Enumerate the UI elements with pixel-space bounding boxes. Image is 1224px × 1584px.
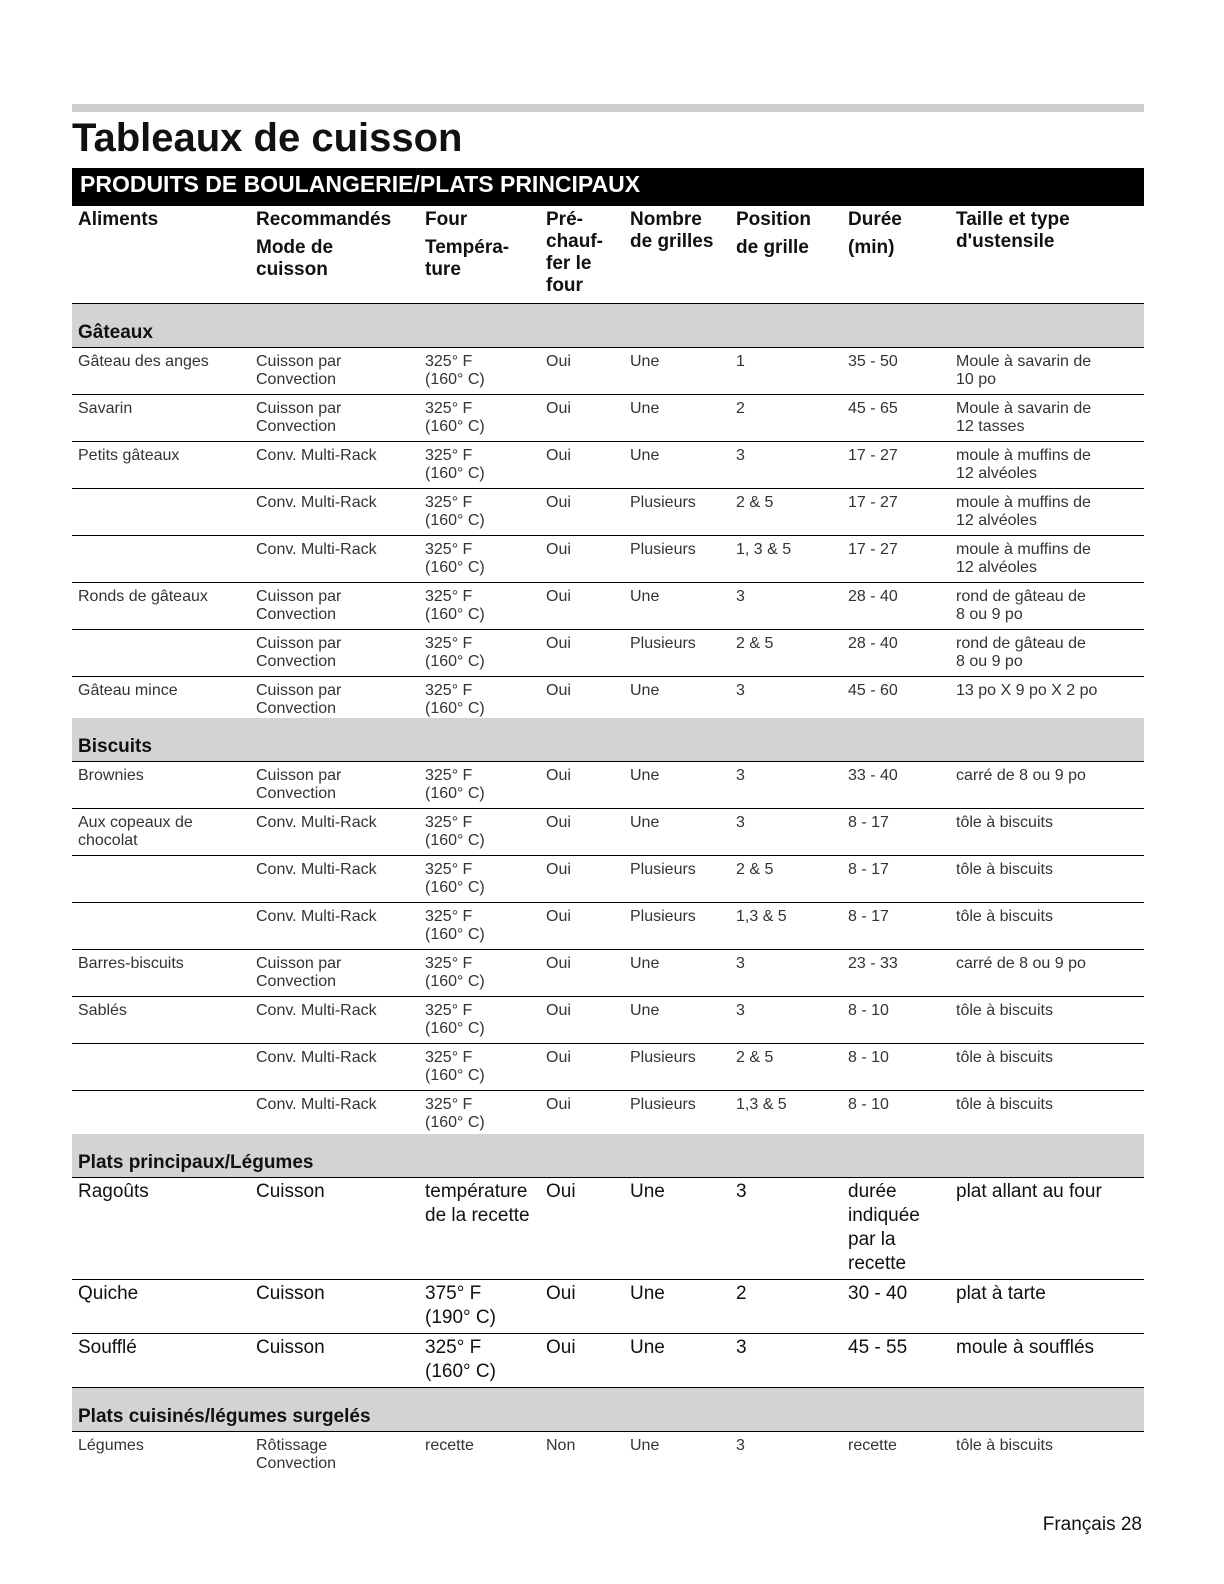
table-cell: moule à muffins de 12 alvéoles [956,494,1091,529]
table-cell: Conv. Multi-Rack [256,447,377,464]
table-cell: Oui [546,1181,576,1202]
table-cell: tôle à biscuits [956,814,1053,831]
table-cell: 8 - 17 [848,908,889,925]
table-cell: Oui [546,1283,576,1304]
table-cell: Oui [546,400,571,417]
table-cell: 2 & 5 [736,494,774,511]
table-cell: Cuisson par Convection [256,635,342,670]
table-cell: Conv. Multi-Rack [256,1096,377,1113]
table-cell: Plusieurs [630,1049,696,1066]
table-cell: Aux copeaux de chocolat [78,814,193,849]
table-cell: 8 - 10 [848,1049,889,1066]
header-temperature: Four Tempéra- ture [425,209,510,280]
table-cell: Conv. Multi-Rack [256,861,377,878]
table-cell: 3 [736,1002,745,1019]
table-cell: Une [630,767,660,784]
table-cell: Oui [546,1096,571,1113]
table-cell: 8 - 10 [848,1096,889,1113]
table-cell: 28 - 40 [848,588,898,605]
table-cell: Savarin [78,400,133,417]
header-prechauffer: Pré- chauf- fer le four [546,209,603,296]
table-cell: Conv. Multi-Rack [256,1049,377,1066]
table-cell: 33 - 40 [848,767,898,784]
table-cell: Cuisson par Convection [256,955,342,990]
table-cell: 23 - 33 [848,955,898,972]
table-cell: 3 [736,1337,747,1358]
table-cell: Barres-biscuits [78,955,184,972]
page-title: Tableaux de cuisson [72,116,463,160]
table-cell: Conv. Multi-Rack [256,814,377,831]
table-cell: 45 - 65 [848,400,898,417]
table-cell: Soufflé [78,1337,137,1358]
table-cell: 325° F (160° C) [425,400,485,435]
table-cell: plat allant au four [956,1181,1102,1202]
top-rule [72,104,1144,112]
table-cell: 325° F (160° C) [425,955,485,990]
table-row [72,536,1144,583]
table-cell: Rôtissage Convection [256,1437,337,1472]
table-cell: 3 [736,1181,747,1202]
table-cell: moule à soufflés [956,1337,1095,1358]
table-cell: carré de 8 ou 9 po [956,767,1086,784]
table-cell: 325° F (160° C) [425,447,485,482]
table-cell: Sablés [78,1002,127,1019]
table-cell: rond de gâteau de 8 ou 9 po [956,635,1086,670]
table-cell: 8 - 10 [848,1002,889,1019]
table-cell: Moule à savarin de 12 tasses [956,400,1092,435]
table-cell: 2 & 5 [736,861,774,878]
table-cell: Une [630,447,660,464]
table-cell: tôle à biscuits [956,1049,1053,1066]
header-aliments: Aliments [78,209,159,230]
section-title: Biscuits [78,736,152,757]
table-cell: 325° F (160° C) [425,814,485,849]
table-cell: Plusieurs [630,908,696,925]
page-footer: Français 28 [1042,1514,1142,1535]
table-cell: 3 [736,955,745,972]
table-row [72,903,1144,950]
table-cell: tôle à biscuits [956,1002,1053,1019]
table-cell: 17 - 27 [848,494,898,511]
table-cell: Une [630,682,660,699]
table-cell: Oui [546,682,571,699]
table-cell: Cuisson par Convection [256,400,342,435]
table-cell: Oui [546,635,571,652]
table-cell: 325° F (160° C) [425,494,485,529]
table-cell: 325° F (160° C) [425,908,485,943]
table-cell: Moule à savarin de 10 po [956,353,1092,388]
table-row [72,997,1144,1044]
table-cell: Une [630,1437,660,1454]
section-title: Plats principaux/Légumes [78,1152,314,1173]
table-cell: moule à muffins de 12 alvéoles [956,447,1091,482]
table-cell: moule à muffins de 12 alvéoles [956,541,1091,576]
table-row [72,583,1144,630]
table-row [72,1091,1144,1138]
table-cell: 45 - 55 [848,1337,908,1358]
table-cell: 325° F (160° C) [425,541,485,576]
table-cell: Légumes [78,1437,144,1454]
table-cell: 3 [736,682,745,699]
table-row [72,1280,1144,1334]
table-cell: 3 [736,767,745,784]
table-cell: 325° F (160° C) [425,682,485,717]
section-title: Gâteaux [78,322,153,343]
table-cell: 28 - 40 [848,635,898,652]
table-cell: 3 [736,447,745,464]
table-cell: 325° F (160° C) [425,1049,485,1084]
table-cell: Une [630,400,660,417]
header-ustensile: Taille et type d'ustensile [956,209,1070,252]
table-cell: Conv. Multi-Rack [256,1002,377,1019]
table-cell: 325° F (160° C) [425,353,485,388]
table-cell: 8 - 17 [848,861,889,878]
table-cell: Cuisson [256,1337,325,1358]
section-gateaux [72,304,1144,348]
table-cell: Une [630,353,660,370]
table-cell: 3 [736,1437,745,1454]
table-cell: Brownies [78,767,144,784]
table-cell: température de la recette [425,1181,530,1226]
table-cell: plat à tarte [956,1283,1046,1304]
table-cell: 325° F (160° C) [425,861,485,896]
table-cell: Cuisson par Convection [256,767,342,802]
table-cell: 325° F (160° C) [425,635,485,670]
table-cell: 35 - 50 [848,353,898,370]
table-cell: Ragoûts [78,1181,149,1202]
table-cell: Oui [546,1337,576,1358]
table-row [72,677,1144,722]
table-row [72,348,1144,395]
table-cell: Une [630,814,660,831]
table-cell: 45 - 60 [848,682,898,699]
table-cell: Oui [546,814,571,831]
table-cell: Petits gâteaux [78,447,180,464]
table-cell: carré de 8 ou 9 po [956,955,1086,972]
table-cell: 2 [736,400,745,417]
table-cell: Gâteau des anges [78,353,209,370]
section-band: PRODUITS DE BOULANGERIE/PLATS PRINCIPAUX [72,168,1144,206]
table-row [72,1178,1144,1280]
table-cell: Oui [546,908,571,925]
table-row [72,442,1144,489]
table-row [72,1044,1144,1091]
header-mode: Recommandés Mode de cuisson [256,209,392,280]
table-cell: durée indiquée par la recette [848,1181,920,1274]
header-position: Position de grille [736,209,811,258]
table-cell: 325° F (160° C) [425,588,485,623]
table-cell: 1,3 & 5 [736,908,787,925]
table-cell: 17 - 27 [848,541,898,558]
header-duree: Durée (min) [848,209,902,258]
table-cell: 1, 3 & 5 [736,541,792,558]
section-biscuits [72,718,1144,762]
table-cell: 325° F (160° C) [425,767,485,802]
table-cell: Une [630,955,660,972]
table-cell: 375° F (190° C) [425,1283,496,1328]
table-cell: Oui [546,1002,571,1019]
table-cell: 2 & 5 [736,635,774,652]
table-cell: Une [630,1002,660,1019]
table-cell: 30 - 40 [848,1283,908,1304]
table-cell: Oui [546,447,571,464]
table-cell: Quiche [78,1283,139,1304]
table-cell: Une [630,1337,665,1358]
table-cell: 3 [736,588,745,605]
table-cell: Oui [546,861,571,878]
header-nombre-grilles: Nombre de grilles [630,209,714,252]
table-cell: 3 [736,814,745,831]
table-cell: 1 [736,353,745,370]
table-cell: 13 po X 9 po X 2 po [956,682,1098,699]
table-cell: 17 - 27 [848,447,898,464]
table-cell: Conv. Multi-Rack [256,541,377,558]
table-cell: recette [425,1437,474,1454]
table-row [72,1334,1144,1388]
table-cell: Plusieurs [630,494,696,511]
table-cell: recette [848,1437,897,1454]
table-row [72,630,1144,677]
table-cell: Une [630,1283,665,1304]
table-row [72,395,1144,442]
table-cell: Ronds de gâteaux [78,588,208,605]
table-cell: Oui [546,541,571,558]
table-cell: Cuisson par Convection [256,353,342,388]
table-cell: Plusieurs [630,635,696,652]
section-plats-principaux [72,1134,1144,1178]
table-cell: Une [630,1181,665,1202]
table-row [72,762,1144,809]
table-row [72,950,1144,997]
table-row [72,809,1144,856]
table-cell: 325° F (160° C) [425,1337,496,1382]
table-cell: Oui [546,494,571,511]
table-cell: Oui [546,588,571,605]
table-cell: 325° F (160° C) [425,1096,485,1131]
table-cell: 8 - 17 [848,814,889,831]
table-cell: tôle à biscuits [956,861,1053,878]
table-row [72,489,1144,536]
table-cell: Gâteau mince [78,682,178,699]
table-cell: 325° F (160° C) [425,1002,485,1037]
table-cell: Plusieurs [630,541,696,558]
table-cell: tôle à biscuits [956,908,1053,925]
table-cell: Une [630,588,660,605]
table-cell: Non [546,1437,576,1454]
table-cell: 1,3 & 5 [736,1096,787,1113]
section-plats-surgeles [72,1388,1144,1432]
table-row [72,1432,1144,1496]
table-cell: Cuisson par Convection [256,682,342,717]
table-cell: Cuisson [256,1181,325,1202]
table-cell: tôle à biscuits [956,1437,1053,1454]
table-cell: Plusieurs [630,1096,696,1113]
table-cell: Oui [546,955,571,972]
table-cell: 2 & 5 [736,1049,774,1066]
section-title: Plats cuisinés/légumes surgelés [78,1406,371,1427]
table-cell: Conv. Multi-Rack [256,908,377,925]
table-cell: Oui [546,353,571,370]
table-cell: Conv. Multi-Rack [256,494,377,511]
table-cell: tôle à biscuits [956,1096,1053,1113]
table-cell: rond de gâteau de 8 ou 9 po [956,588,1086,623]
table-cell: Cuisson [256,1283,325,1304]
column-headers [72,207,1144,304]
table-cell: 2 [736,1283,747,1304]
table-cell: Oui [546,1049,571,1066]
table-cell: Plusieurs [630,861,696,878]
table-cell: Oui [546,767,571,784]
table-cell: Cuisson par Convection [256,588,342,623]
table-row [72,856,1144,903]
